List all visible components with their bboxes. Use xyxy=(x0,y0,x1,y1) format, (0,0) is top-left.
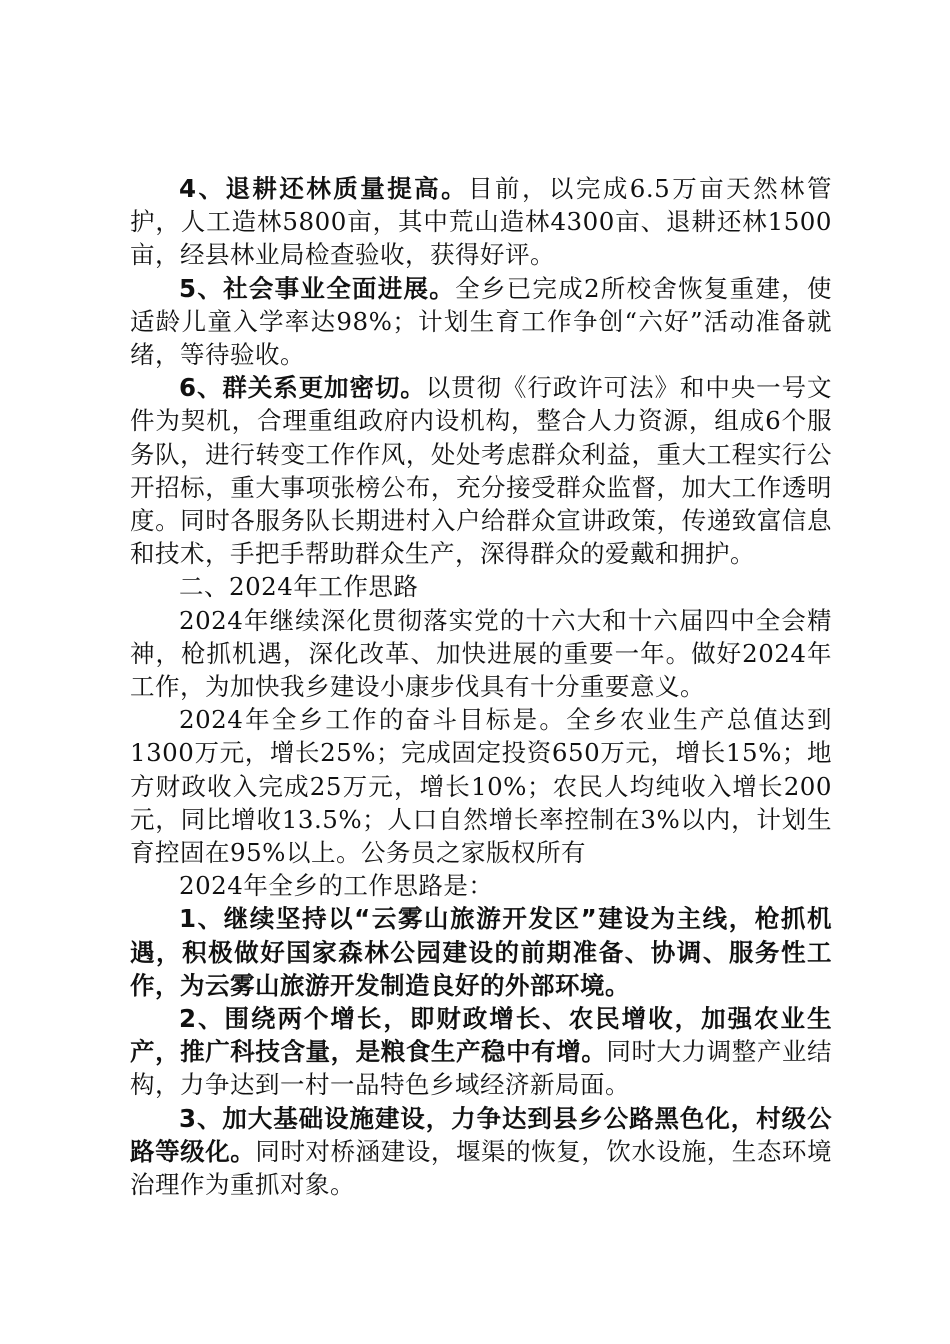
ideas-intro: 2024年全乡的工作思路是： xyxy=(179,871,494,901)
item-lead: 5、社会事业全面进展。 xyxy=(179,273,456,303)
idea-paragraph-3 xyxy=(130,1102,832,1202)
item-text: 以贯彻《行政许可法》和中央一号文件为契机，合理重组政府内设机构，整合人力资源，组成6个服务队，进行转变工作作风，处处考虑群众利益，重大工程实行公开招标，重大事项张榜公布，充分接受群众监督，加大工作透明度。同时各服务队长期进村入户给群众宣讲政策，传递致富信息和技术，手把手帮助群众生产，深得群众的爱戴和拥护。 xyxy=(130,373,833,569)
item-paragraph-4 xyxy=(130,172,832,272)
item-text: 目前，以完成6.5万亩天然林管护，人工造林5800亩，其中荒山造林4300亩、退耕还林1500亩，经县林业局检查验收，获得好评。 xyxy=(130,174,832,270)
section-heading: 二、2024年工作思路 xyxy=(179,572,419,602)
idea-lead: 2、围绕两个增长，即财政增长、农民增收，加强农业生产，推广科技含量，是粮食生产稳中有增。 xyxy=(130,1004,832,1067)
idea-text: 同时对桥涵建设，堰渠的恢复，饮水设施，生态环境治理作为重抓对象。 xyxy=(130,1136,833,1200)
item-paragraph-6 xyxy=(130,371,832,570)
item-lead: 4、退耕还林质量提高。 xyxy=(179,174,469,203)
item-paragraph-5 xyxy=(130,272,832,372)
idea-lead: 1、继续坚持以“云雾山旅游开发区”建设为主线，枪抓机遇，积极做好国家森林公园建设的前期准备、协调、服务性工作，为云雾山旅游开发制造良好的外部环境。 xyxy=(130,904,832,1000)
goals-paragraph: 2024年全乡工作的奋斗目标是。全乡农业生产总值达到1300万元，增长25%；完成固定投资650万元，增长15%；地方财政收入完成25万元，增长10%；农民人均纯收入增长200元，同比增收13.5%；人口自然增长率控制在3%以内，计划生育控固在95%以上。公务员之家版权所有 xyxy=(130,705,832,868)
idea-paragraph-2 xyxy=(130,1002,832,1102)
idea-lead: 3、加大基础设施建设，力争达到县乡公路黑色化，村级公路等级化。 xyxy=(130,1103,832,1166)
item-lead: 6、群关系更加密切。 xyxy=(179,373,426,403)
body-paragraph: 2024年继续深化贯彻落实党的十六大和十六届四中全会精神，枪抓机遇，深化改革、加快进展的重要一年。做好2024年工作，为加快我乡建设小康步伐具有十分重要意义。 xyxy=(130,605,832,702)
item-text: 全乡已完成2所校舍恢复重建，使适龄儿童入学率达98%；计划生育工作争创“六好”活动准备就绪，等待验收。 xyxy=(130,273,833,370)
document-body xyxy=(130,172,832,1201)
idea-paragraph-1 xyxy=(130,902,832,1002)
idea-text: 同时大力调整产业结构，力争达到一村一品特色乡域经济新局面。 xyxy=(130,1037,832,1100)
